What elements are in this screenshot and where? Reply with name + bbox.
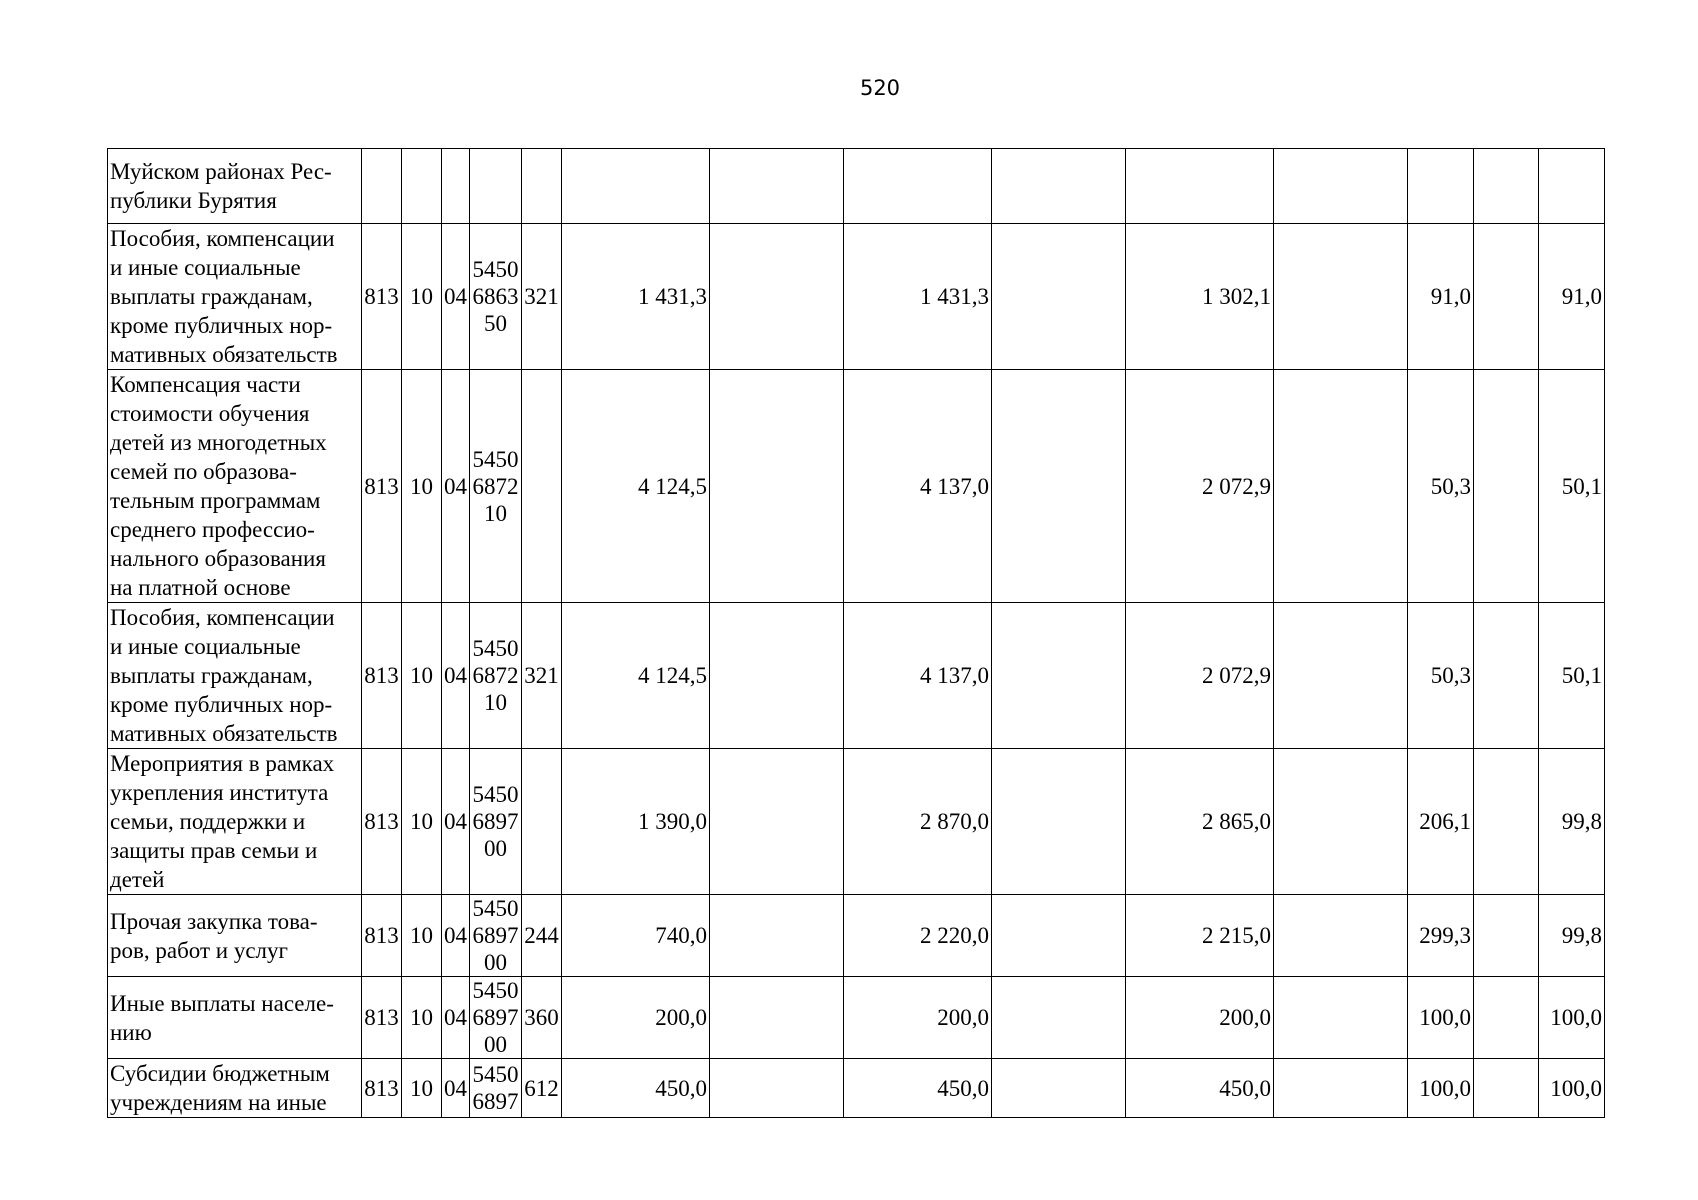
plan-revised-cell — [844, 149, 992, 224]
expense-type-cell: 321 — [522, 224, 562, 370]
ministry-code-cell: 813 — [362, 370, 402, 603]
plan-initial-cell: 4 124,5 — [562, 603, 710, 749]
table-row — [108, 895, 1605, 977]
plan-revised-cell: 200,0 — [844, 977, 992, 1059]
row-name-cell: Пособия, компенсации и иные социальные выплаты гражданам, кроме публичных нор- мативных обязательств — [108, 224, 362, 370]
target-article-cell: 5450 6863 50 — [470, 224, 522, 370]
pct-revised-cell: 50,1 — [1539, 370, 1605, 603]
empty-cell — [1474, 224, 1539, 370]
expense-type-cell — [522, 749, 562, 895]
pct-initial-cell: 50,3 — [1408, 370, 1474, 603]
empty-cell — [992, 603, 1126, 749]
table-row — [108, 370, 1605, 603]
empty-cell — [710, 895, 844, 977]
empty-cell — [1474, 895, 1539, 977]
empty-cell — [1274, 370, 1408, 603]
target-article-cell: 5450 6872 10 — [470, 603, 522, 749]
empty-cell — [992, 749, 1126, 895]
empty-cell — [1474, 370, 1539, 603]
pct-revised-cell: 91,0 — [1539, 224, 1605, 370]
plan-revised-cell: 450,0 — [844, 1059, 992, 1118]
empty-cell — [1474, 603, 1539, 749]
table-row — [108, 977, 1605, 1059]
empty-cell — [710, 977, 844, 1059]
expense-type-cell: 244 — [522, 895, 562, 977]
plan-revised-cell: 2 870,0 — [844, 749, 992, 895]
pct-initial-cell — [1408, 149, 1474, 224]
row-name-cell: Прочая закупка това- ров, работ и услуг — [108, 895, 362, 977]
pct-revised-cell: 100,0 — [1539, 977, 1605, 1059]
plan-initial-cell: 1 431,3 — [562, 224, 710, 370]
subsection-code-cell: 04 — [442, 977, 470, 1059]
plan-revised-cell: 1 431,3 — [844, 224, 992, 370]
empty-cell — [1274, 149, 1408, 224]
subsection-code-cell: 04 — [442, 895, 470, 977]
empty-cell — [710, 1059, 844, 1118]
pct-initial-cell: 50,3 — [1408, 603, 1474, 749]
expense-type-cell — [522, 370, 562, 603]
empty-cell — [710, 370, 844, 603]
empty-cell — [710, 749, 844, 895]
table-row — [108, 224, 1605, 370]
subsection-code-cell — [442, 149, 470, 224]
target-article-cell: 5450 6897 — [470, 1059, 522, 1118]
plan-initial-cell — [562, 149, 710, 224]
section-code-cell: 10 — [402, 370, 442, 603]
section-code-cell: 10 — [402, 224, 442, 370]
empty-cell — [1474, 1059, 1539, 1118]
target-article-cell: 5450 6897 00 — [470, 895, 522, 977]
ministry-code-cell: 813 — [362, 895, 402, 977]
table-row — [108, 603, 1605, 749]
plan-revised-cell: 2 220,0 — [844, 895, 992, 977]
empty-cell — [1474, 977, 1539, 1059]
row-name-cell: Пособия, компенсации и иные социальные выплаты гражданам, кроме публичных нор- мативных обязательств — [108, 603, 362, 749]
empty-cell — [992, 895, 1126, 977]
page-number: 520 — [859, 76, 901, 100]
empty-cell — [992, 149, 1126, 224]
empty-cell — [710, 149, 844, 224]
plan-revised-cell: 4 137,0 — [844, 370, 992, 603]
table-row — [108, 149, 1605, 224]
empty-cell — [1274, 977, 1408, 1059]
pct-revised-cell — [1539, 149, 1605, 224]
empty-cell — [710, 603, 844, 749]
executed-cell: 2 215,0 — [1126, 895, 1274, 977]
ministry-code-cell: 813 — [362, 1059, 402, 1118]
executed-cell: 200,0 — [1126, 977, 1274, 1059]
expense-type-cell: 360 — [522, 977, 562, 1059]
empty-cell — [1474, 749, 1539, 895]
pct-initial-cell: 100,0 — [1408, 977, 1474, 1059]
target-article-cell: 5450 6872 10 — [470, 370, 522, 603]
plan-revised-cell: 4 137,0 — [844, 603, 992, 749]
plan-initial-cell: 740,0 — [562, 895, 710, 977]
plan-initial-cell: 450,0 — [562, 1059, 710, 1118]
budget-table — [107, 148, 1605, 1118]
row-name-cell: Муйском районах Рес- публики Бурятия — [108, 149, 362, 224]
expense-type-cell: 612 — [522, 1059, 562, 1118]
section-code-cell: 10 — [402, 977, 442, 1059]
pct-revised-cell: 50,1 — [1539, 603, 1605, 749]
subsection-code-cell: 04 — [442, 370, 470, 603]
executed-cell: 2 072,9 — [1126, 370, 1274, 603]
pct-initial-cell: 91,0 — [1408, 224, 1474, 370]
subsection-code-cell: 04 — [442, 224, 470, 370]
plan-initial-cell: 1 390,0 — [562, 749, 710, 895]
empty-cell — [992, 977, 1126, 1059]
section-code-cell: 10 — [402, 749, 442, 895]
empty-cell — [710, 224, 844, 370]
row-name-cell: Мероприятия в рамках укрепления института семьи, поддержки и защиты прав семьи и детей — [108, 749, 362, 895]
expense-type-cell — [522, 149, 562, 224]
section-code-cell — [402, 149, 442, 224]
table-row — [108, 1059, 1605, 1118]
ministry-code-cell: 813 — [362, 749, 402, 895]
empty-cell — [1274, 749, 1408, 895]
pct-initial-cell: 299,3 — [1408, 895, 1474, 977]
empty-cell — [1474, 149, 1539, 224]
empty-cell — [992, 1059, 1126, 1118]
plan-initial-cell: 200,0 — [562, 977, 710, 1059]
executed-cell: 2 865,0 — [1126, 749, 1274, 895]
ministry-code-cell — [362, 149, 402, 224]
table-body — [108, 149, 1605, 1118]
target-article-cell: 5450 6897 00 — [470, 977, 522, 1059]
empty-cell — [992, 370, 1126, 603]
empty-cell — [1274, 1059, 1408, 1118]
row-name-cell: Субсидии бюджетным учреждениям на иные — [108, 1059, 362, 1118]
ministry-code-cell: 813 — [362, 977, 402, 1059]
empty-cell — [1274, 603, 1408, 749]
subsection-code-cell: 04 — [442, 1059, 470, 1118]
subsection-code-cell: 04 — [442, 749, 470, 895]
pct-revised-cell: 99,8 — [1539, 749, 1605, 895]
row-name-cell: Компенсация части стоимости обучения детей из многодетных семей по образова- тельным программам среднего профессио- нального образования на платной основе — [108, 370, 362, 603]
executed-cell: 1 302,1 — [1126, 224, 1274, 370]
section-code-cell: 10 — [402, 1059, 442, 1118]
executed-cell: 2 072,9 — [1126, 603, 1274, 749]
expense-type-cell: 321 — [522, 603, 562, 749]
ministry-code-cell: 813 — [362, 603, 402, 749]
pct-initial-cell: 100,0 — [1408, 1059, 1474, 1118]
section-code-cell: 10 — [402, 603, 442, 749]
executed-cell — [1126, 149, 1274, 224]
subsection-code-cell: 04 — [442, 603, 470, 749]
pct-revised-cell: 100,0 — [1539, 1059, 1605, 1118]
row-name-cell: Иные выплаты населе- нию — [108, 977, 362, 1059]
section-code-cell: 10 — [402, 895, 442, 977]
pct-initial-cell: 206,1 — [1408, 749, 1474, 895]
ministry-code-cell: 813 — [362, 224, 402, 370]
table-row — [108, 749, 1605, 895]
pct-revised-cell: 99,8 — [1539, 895, 1605, 977]
target-article-cell: 5450 6897 00 — [470, 749, 522, 895]
target-article-cell — [470, 149, 522, 224]
executed-cell: 450,0 — [1126, 1059, 1274, 1118]
empty-cell — [992, 224, 1126, 370]
empty-cell — [1274, 895, 1408, 977]
plan-initial-cell: 4 124,5 — [562, 370, 710, 603]
empty-cell — [1274, 224, 1408, 370]
